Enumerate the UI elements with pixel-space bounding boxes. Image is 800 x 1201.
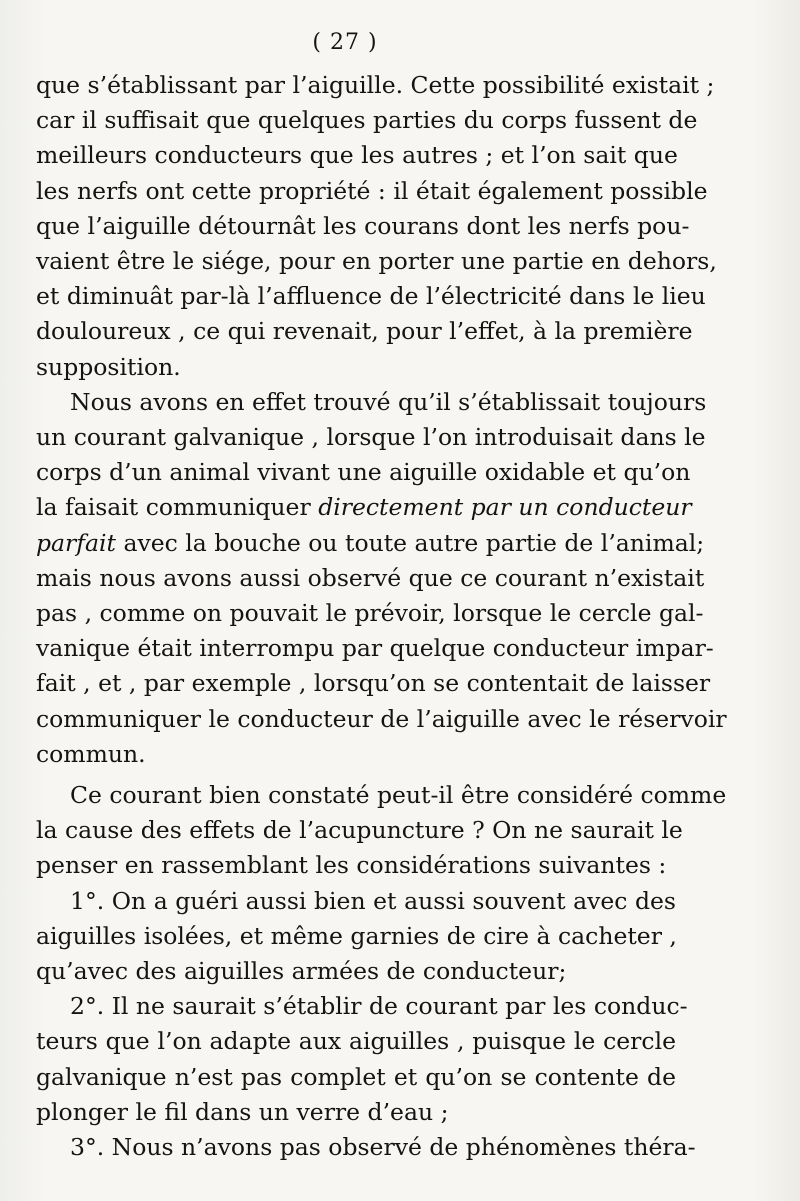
text-line-with-italic (36, 490, 692, 525)
paragraph-3 (36, 778, 727, 884)
text-line: Ce courant bien constaté peut-il être considéré comme (70, 781, 727, 810)
text-line: et diminuât par-là l’affluence de l’électricité dans le lieu (36, 282, 706, 311)
text-line: 1°. On a guéri aussi bien et aussi souvent avec des (70, 886, 676, 915)
text-line: 2°. Il ne saurait s’établir de courant par les conduc- (70, 992, 688, 1021)
text-line: galvanique n’est pas complet et qu’on se contente de (36, 1062, 676, 1091)
page-number: ( 27 ) (312, 30, 378, 55)
text-line: car il suffisait que quelques parties du corps fussent de (36, 106, 698, 135)
text-run: avec la bouche ou toute autre partie de l’animal; (115, 528, 705, 557)
text-line: plonger le fil dans un verre d’eau ; (36, 1097, 449, 1126)
text-line: supposition. (36, 352, 181, 381)
paragraph-2 (36, 385, 727, 772)
text-line: les nerfs ont cette propriété : il était également possible (36, 176, 708, 205)
text-line: un courant galvanique , lorsque l’on introduisait dans le (36, 423, 706, 452)
text-line-with-italic (36, 526, 705, 561)
text-line: qu’avec des aiguilles armées de conducteur; (36, 957, 567, 986)
text-run: la faisait communiquer (36, 493, 319, 522)
text-line: Nous avons en effet trouvé qu’il s’établissait toujours (70, 387, 707, 416)
italic-run: directement par un conducteur (318, 493, 692, 522)
text-line: corps d’un animal vivant une aiguille oxidable et qu’on (36, 458, 691, 487)
text-line: la cause des effets de l’acupuncture ? On ne saurait le (36, 816, 683, 845)
paragraph-4 (36, 884, 676, 990)
paragraph-5 (36, 989, 688, 1130)
paragraph-1 (36, 68, 717, 385)
text-line: teurs que l’on adapte aux aiguilles , puisque le cercle (36, 1027, 676, 1056)
italic-run: parfait (36, 528, 116, 557)
text-line: meilleurs conducteurs que les autres ; et l’on sait que (36, 141, 678, 170)
text-line: communiquer le conducteur de l’aiguille avec le réservoir (36, 704, 727, 733)
text-line: commun. (36, 739, 146, 768)
text-line: vanique était interrompu par quelque conducteur impar- (36, 634, 714, 663)
text-line: douloureux , ce qui revenait, pour l’effet, à la première (36, 317, 693, 346)
text-line: que l’aiguille détournât les courans dont les nerfs pou- (36, 211, 690, 240)
text-line: 3°. Nous n’avons pas observé de phénomènes théra- (70, 1133, 696, 1162)
body-text (36, 68, 727, 1165)
text-line: mais nous avons aussi observé que ce courant n’existait (36, 563, 705, 592)
paragraph-6 (36, 1130, 696, 1165)
text-line: que s’établissant par l’aiguille. Cette possibilité existait ; (36, 71, 715, 99)
text-line: fait , et , par exemple , lorsqu’on se contentait de laisser (36, 669, 711, 698)
text-line: aiguilles isolées, et même garnies de cire à cacheter , (36, 921, 677, 950)
text-line: pas , comme on pouvait le prévoir, lorsque le cercle gal- (36, 599, 704, 628)
text-line: vaient être le siége, pour en porter une partie en dehors, (36, 247, 717, 276)
text-line: penser en rassemblant les considérations suivantes : (36, 851, 667, 880)
